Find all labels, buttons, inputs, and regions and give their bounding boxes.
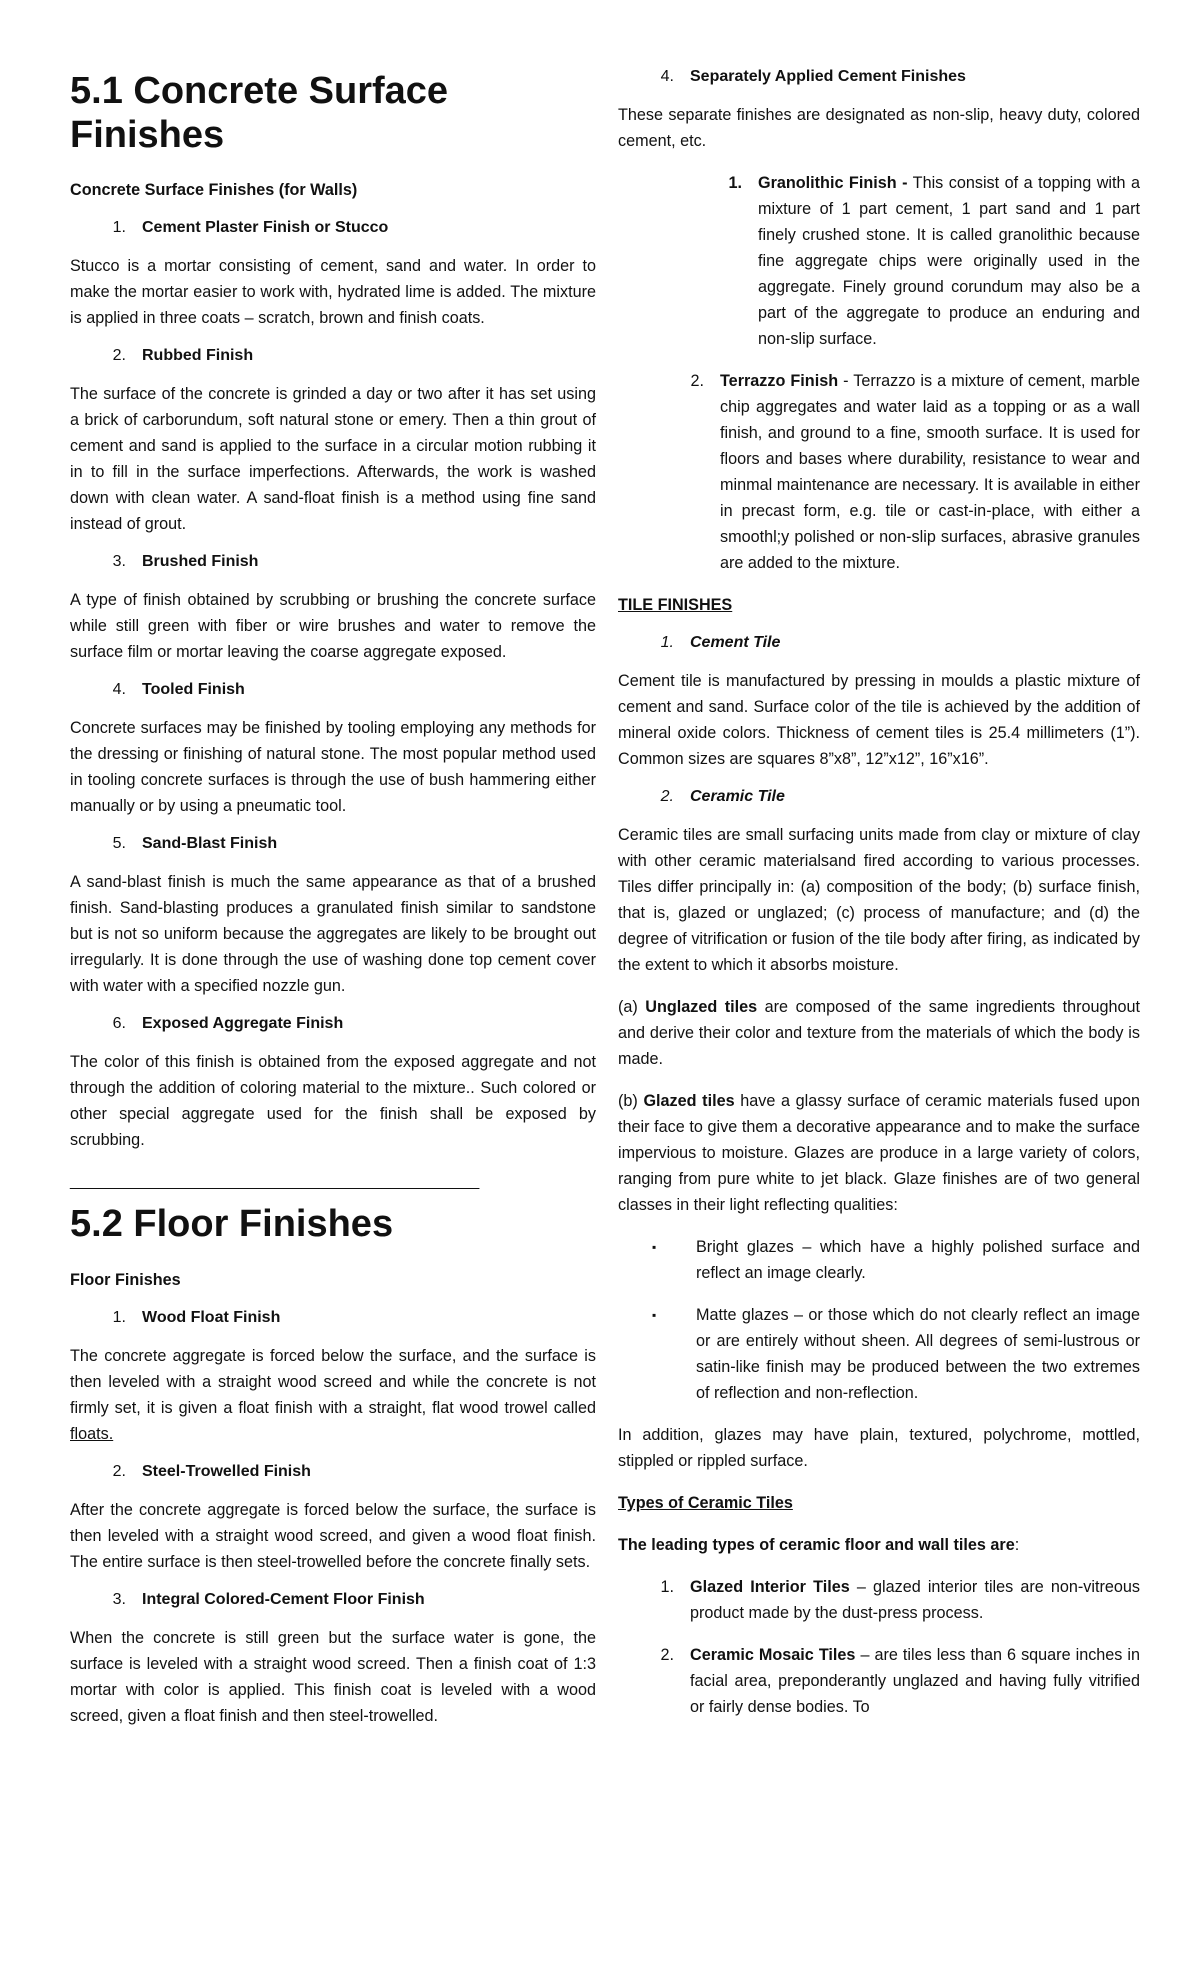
floor-list — [70, 1309, 596, 1729]
paragraph: A type of finish obtained by scrubbing or brushing the concrete surface while still green with fiber or wire brushes and water to remove the surface film or mortar leaving the coarse aggregate exposed. — [70, 591, 596, 662]
list-item-ceramic-mosaic: 2. Ceramic Mosaic Tiles – are tiles less than 6 square inches in facial area, preponderantly unglazed and having fully vitrified or fairly dense bodies. To — [660, 1646, 1141, 1716]
paragraph: The color of this finish is obtained from the exposed aggregate and not through the addition of coloring material to the mixture.. Such colored or other special aggregate used for the finish shall be exposed by scrubbing. — [70, 1053, 596, 1150]
bullet-icon: ▪ — [652, 1308, 657, 1322]
list-heading-cement-tile: 1. Cement Tile — [660, 634, 781, 651]
types-heading: Types of Ceramic Tiles — [618, 1494, 793, 1512]
item-head: Granolithic Finish - — [758, 174, 908, 192]
heading-text: Ceramic Tile — [690, 788, 785, 805]
paragraph: In addition, glazes may have plain, textured, polychrome, mottled, stippled or rippled surface. — [618, 1426, 1140, 1470]
heading-text: Cement Plaster Finish or Stucco — [142, 219, 389, 237]
paragraph: When the concrete is still green but the surface water is gone, the surface is leveled with a straight wood screed. Then a finish coat of 1:3 mortar with color is applied. This finish coat is leveled with a wood screed, given a float finish and then steel-trowelled. — [70, 1629, 596, 1726]
paragraph: These separate finishes are designated as non-slip, heavy duty, colored cement, etc. — [618, 106, 1140, 150]
list-heading: 4. Tooled Finish — [112, 681, 245, 699]
subheading-floor: Floor Finishes — [70, 1271, 181, 1290]
list-heading: 6. Exposed Aggregate Finish — [112, 1015, 344, 1033]
list-heading: 3. Integral Colored-Cement Floor Finish — [112, 1591, 425, 1609]
heading-text: Integral Colored-Cement Floor Finish — [142, 1591, 425, 1609]
bullet-icon: ▪ — [652, 1240, 657, 1254]
heading-text: Wood Float Finish — [142, 1309, 281, 1327]
heading-text: Brushed Finish — [142, 553, 259, 571]
item-head: Terrazzo Finish — [720, 372, 839, 390]
floats-term: floats. — [70, 1425, 114, 1444]
list-heading: 2. Steel-Trowelled Finish — [112, 1463, 311, 1481]
list-item-granolithic: 1. Granolithic Finish - This consist of a topping with a mixture of 1 part cement, 1 part sand and 1 part finely crushed stone. It is called granolithic because fine aggregate chips were originally used in the aggregate. Finely ground corundum may also be a part of the aggregate to produce an enduring and non-slip surface. — [728, 174, 1140, 348]
heading-text: Steel-Trowelled Finish — [142, 1463, 311, 1481]
walls-list — [70, 219, 596, 1153]
list-heading-ceramic-tile: 2. Ceramic Tile — [660, 788, 785, 805]
list-heading: 1. Wood Float Finish — [112, 1309, 281, 1327]
leading-types-line: The leading types of ceramic floor and wall tiles are: — [618, 1536, 1020, 1554]
heading-text: Separately Applied Cement Finishes — [690, 68, 966, 85]
list-heading: 5. Sand-Blast Finish — [112, 835, 278, 853]
list-heading: 3. Brushed Finish — [112, 553, 259, 571]
section-title-floor: 5.2 Floor Finishes — [70, 1203, 394, 1246]
paragraph: Cement tile is manufactured by pressing in moulds a plastic mixture of cement and sand. Surface color of the tile is achieved by the addition of mineral oxide colors. Thickness of cement tiles is 25.4 millimeters (1”). Common sizes are squares 8”x8”, 12”x12”, 16”x16”. — [618, 672, 1140, 768]
left-column — [70, 64, 596, 1745]
heading-text: Exposed Aggregate Finish — [142, 1015, 344, 1033]
list-heading-separately-applied: 4. Separately Applied Cement Finishes — [660, 68, 966, 85]
heading-text: Rubbed Finish — [142, 347, 254, 365]
list-item-terrazzo: 2. Terrazzo Finish - Terrazzo is a mixture of cement, marble chip aggregates and water laid as a topping or as a wall finish, and ground to a fine, smooth surface. It is used for floors and bases where durability, resistance to wear and minmal maintenance are necessary. It is available in either in precast form, e.g. tile or cast-in-place, with either a smoothl;y polished or non-slip surfaces, abrasive granules are added to the mixture. — [690, 372, 1141, 572]
list-heading: 1. Cement Plaster Finish or Stucco — [112, 219, 389, 237]
paragraph: The surface of the concrete is grinded a day or two after it has set using a brick of carborundum, soft natural stone or emery. Then a thin grout of cement and sand is applied to the surface in a circular motion rubbing it in to fill in the surface imperfections. Afterwards, the work is washed down with clean water. A sand-float finish is a method using fine sand instead of grout. — [70, 385, 596, 534]
heading-text: Cement Tile — [690, 634, 781, 651]
separator-line: ______________________________________________ — [70, 1173, 480, 1191]
paragraph: Concrete surfaces may be finished by tooling employing any methods for the dressing or finishing of natural stone. The most popular method used in tooling concrete surfaces is through the use of bush hammering either manually or by using a pneumatic tool. — [70, 719, 596, 816]
paragraph-unglazed: (a) Unglazed tiles are composed of the same ingredients throughout and derive their color and texture from the materials of which the body is made. — [618, 998, 1140, 1068]
paragraph: Ceramic tiles are small surfacing units made from clay or mixture of clay with other ceramic materialsand fired according to various processes. Tiles differ principally in: (a) composition of the body; (b) surface finish, that is, glazed or unglazed; (c) process of manufacture; and (d) the degree of vitrification or fusion of the tile body after firing, as indicated by the extent to which it absorbs moisture. — [618, 826, 1140, 974]
paragraph: Stucco is a mortar consisting of cement, sand and water. In order to make the mortar easier to work with, hydrated lime is added. The mixture is applied in three coats – scratch, brown and finish coats. — [70, 257, 596, 328]
list-heading: 2. Rubbed Finish — [112, 347, 254, 365]
bullet-item: ▪ Bright glazes – which have a highly polished surface and reflect an image clearly. — [618, 1234, 1140, 1286]
list-item-glazed-interior: 1. Glazed Interior Tiles – glazed interior tiles are non-vitreous product made by the dust-press process. — [660, 1578, 1140, 1622]
right-column — [618, 68, 1140, 1736]
tile-finishes-heading: TILE FINISHES — [618, 596, 733, 614]
paragraph: After the concrete aggregate is forced below the surface, the surface is then leveled with a straight wood screed, and given a wood float finish. The entire surface is then steel-trowelled before the concrete finally sets. — [70, 1501, 596, 1572]
subheading-walls: Concrete Surface Finishes (for Walls) — [70, 181, 358, 200]
bullet-item: ▪ Matte glazes – or those which do not clearly reflect an image or are entirely without sheen. All degrees of semi-lustrous or satin-like finish may be produced between the two extremes of reflection and non-reflection. — [618, 1302, 1140, 1406]
paragraph: A sand-blast finish is much the same appearance as that of a brushed finish. Sand-blasting produces a granulated finish similar to sandstone but is not so uniform because the aggregates are likely to be brought out irregularly. It is done through the use of washing done top cement cover with water with a specified nozzle gun. — [70, 873, 596, 996]
heading-text: Sand-Blast Finish — [142, 835, 278, 853]
section-title-concrete: 5.1 Concrete Surface Finishes — [70, 70, 449, 156]
heading-text: Tooled Finish — [142, 681, 245, 699]
paragraph: The concrete aggregate is forced below the surface, and the surface is then leveled with a straight wood screed and while the concrete is not firmly set, it is given a float finish with a straight, flat wood trowel called floats. — [70, 1347, 596, 1444]
paragraph-glazed: (b) Glazed tiles have a glassy surface of ceramic materials fused upon their face to give them a decorative appearance and to make the surface impervious to moisture. Glazes are produce in a large variety of colors, ranging from pure white to jet black. Glaze finishes are of two general classes in their light reflecting qualities: — [618, 1092, 1140, 1214]
